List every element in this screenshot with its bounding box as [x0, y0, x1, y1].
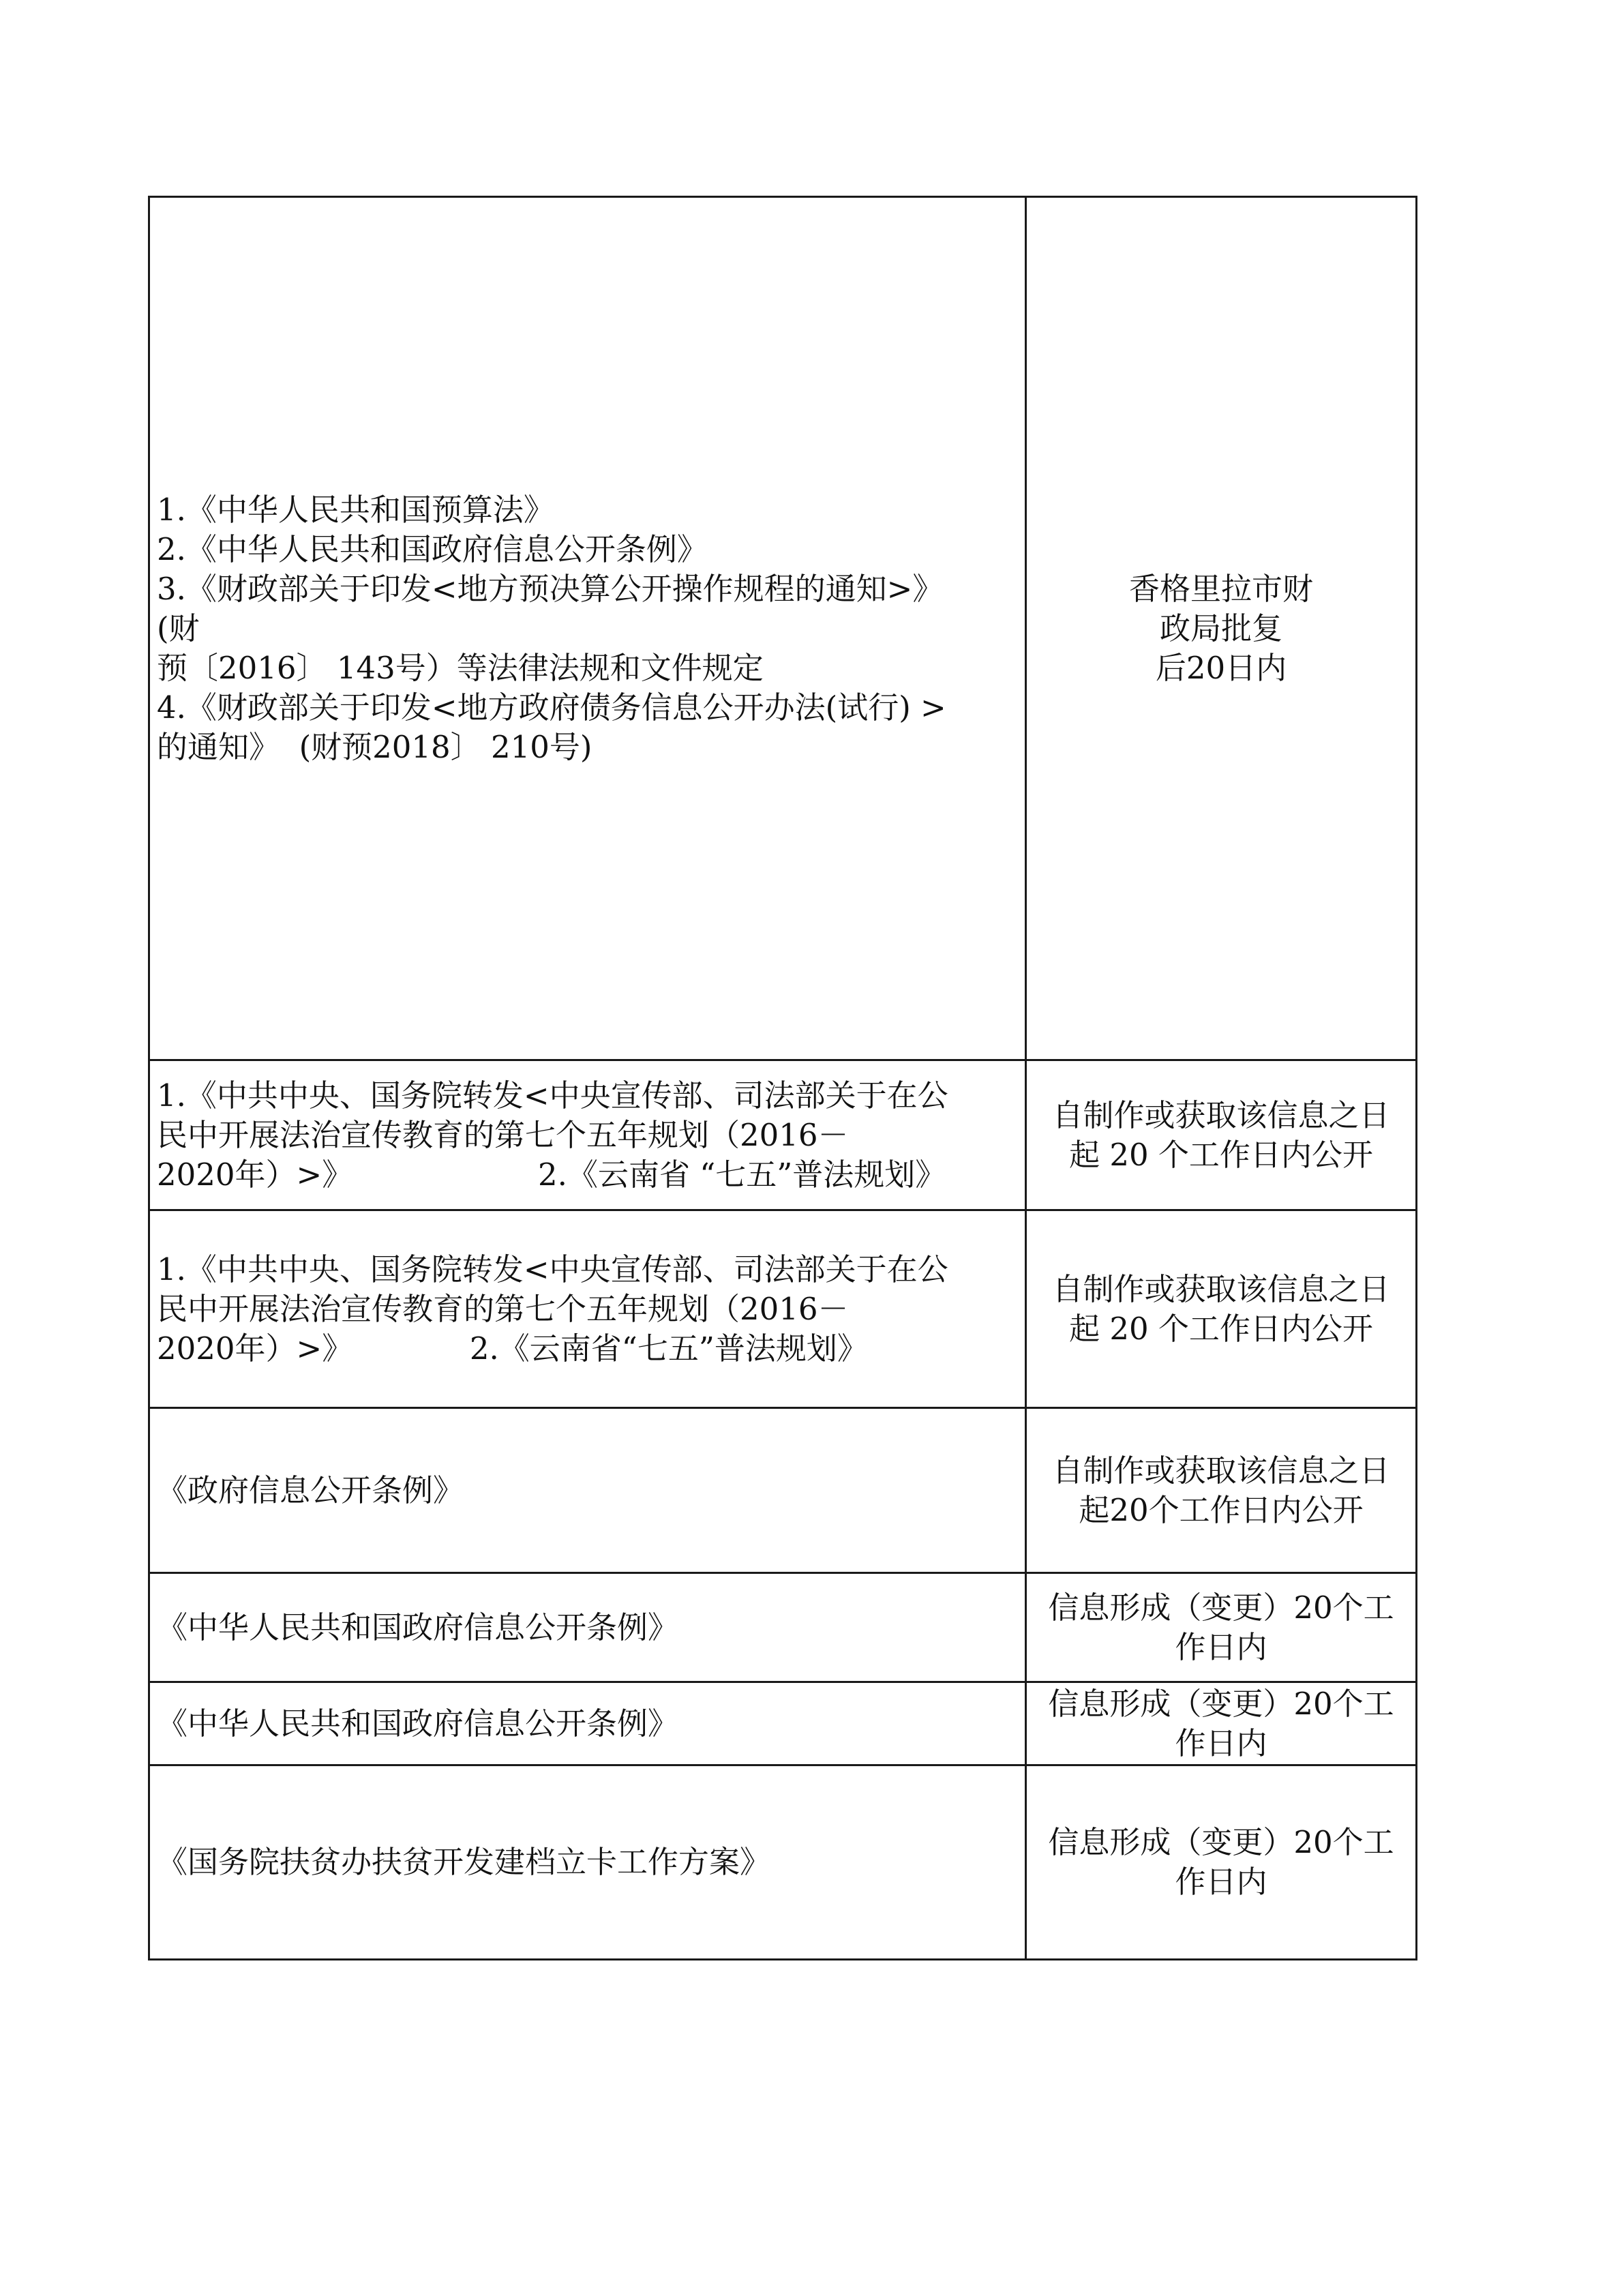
time-limit-cell: [1026, 1210, 1417, 1408]
basis-line: 2.《中华人民共和国政府信息公开条例》: [157, 531, 708, 567]
basis-line: 《中华人民共和国政府信息公开条例》: [157, 1609, 679, 1645]
time-limit-cell: [1026, 1060, 1417, 1210]
basis-line: 《国务院扶贫办扶贫开发建档立卡工作方案》: [157, 1844, 771, 1880]
table-row: [149, 1408, 1417, 1573]
basis-line: 3.《财政部关于印发<地方预决算公开操作规程的通知>》: [157, 570, 944, 607]
time-limit-line: 自制作或获取该信息之日: [1052, 1097, 1390, 1133]
basis-line: 民中开展法治宣传教育的第七个五年规划（2016－: [157, 1116, 849, 1153]
basis-cell: [149, 1060, 1026, 1210]
basis-line: 预〔2016〕 143号）等法律法规和文件规定: [157, 649, 764, 686]
time-limit-cell: [1026, 1408, 1417, 1573]
table-row: [149, 1765, 1417, 1960]
table-row: [149, 1682, 1417, 1765]
time-limit-line: 起 20 个工作日内公开: [1069, 1310, 1373, 1347]
basis-cell: [149, 1210, 1026, 1408]
basis-line: 1.《中共中央、国务院转发<中央宣传部、司法部关于在公: [157, 1251, 948, 1287]
time-limit-line: 后20日内: [1155, 649, 1287, 686]
basis-cell: [149, 1408, 1026, 1573]
time-limit-line: 起20个工作日内公开: [1079, 1491, 1364, 1528]
time-limit-line: 作日内: [1175, 1864, 1267, 1900]
table-row: [149, 197, 1417, 1060]
time-limit-cell: [1026, 197, 1417, 1060]
time-limit-line: 起 20 个工作日内公开: [1069, 1136, 1373, 1173]
basis-cell: [149, 1573, 1026, 1682]
basis-cell: [149, 197, 1026, 1060]
basis-cell: [149, 1765, 1026, 1960]
basis-line: 民中开展法治宣传教育的第七个五年规划（2016－: [157, 1290, 849, 1327]
time-limit-line: 政局批复: [1159, 610, 1282, 646]
basis-line: 2020年）>》 2.《云南省 “七五”普法规划》: [157, 1156, 946, 1193]
time-limit-cell: [1026, 1573, 1417, 1682]
basis-line: 1.《中华人民共和国预算法》: [157, 491, 554, 528]
basis-line: 1.《中共中央、国务院转发<中央宣传部、司法部关于在公: [157, 1077, 948, 1114]
time-limit-line: 自制作或获取该信息之日: [1052, 1270, 1390, 1307]
basis-line: 的通知》 (财预2018〕 210号): [157, 728, 592, 765]
table-row: [149, 1210, 1417, 1408]
basis-line: 2020年）>》 2.《云南省“七五”普法规划》: [157, 1330, 868, 1367]
disclosure-basis-table: [148, 196, 1417, 1960]
time-limit-cell: [1026, 1682, 1417, 1765]
time-limit-line: 作日内: [1175, 1725, 1267, 1761]
basis-line: (财: [157, 610, 200, 646]
time-limit-line: 作日内: [1175, 1628, 1267, 1665]
time-limit-line: 香格里拉市财: [1128, 570, 1313, 607]
basis-line: 《中华人民共和国政府信息公开条例》: [157, 1705, 679, 1742]
time-limit-cell: [1026, 1765, 1417, 1960]
basis-line: 4.《财政部关于印发<地方政府债务信息公开办法(试行) >: [157, 689, 946, 726]
time-limit-line: 信息形成（变更）20个工: [1048, 1589, 1394, 1626]
time-limit-line: 信息形成（变更）20个工: [1048, 1824, 1394, 1860]
basis-cell: [149, 1682, 1026, 1765]
time-limit-line: 自制作或获取该信息之日: [1052, 1452, 1390, 1489]
time-limit-line: 信息形成（变更）20个工: [1048, 1685, 1394, 1722]
table-row: [149, 1573, 1417, 1682]
basis-line: 《政府信息公开条例》: [157, 1472, 464, 1508]
table-row: [149, 1060, 1417, 1210]
